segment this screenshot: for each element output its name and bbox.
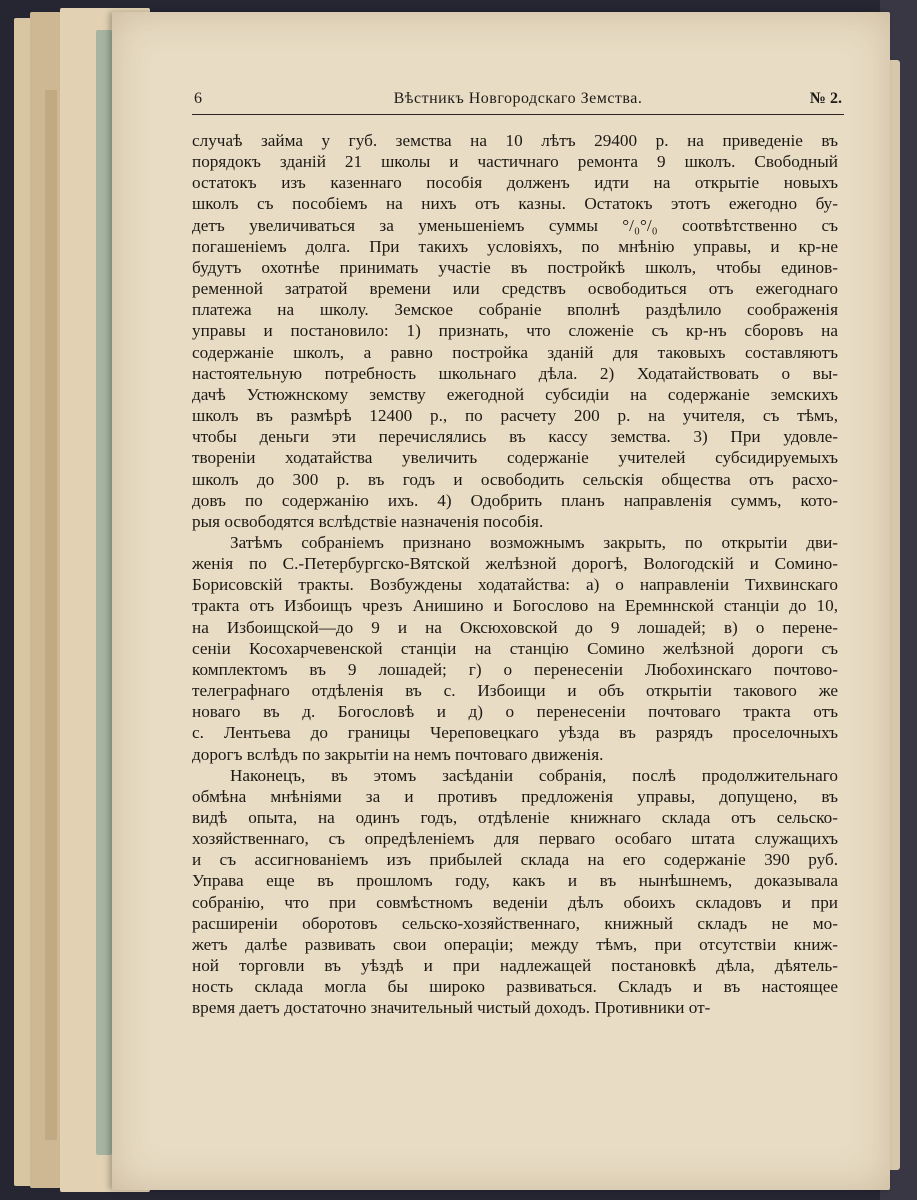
binding-strip (96, 30, 112, 1155)
text-line: чтобы деньги эти перечислялись въ кассу земства. 3) При удовле- (192, 427, 838, 447)
text-line: управы и постановило: 1) признать, что сложеніе съ кр-нъ сборовъ на (192, 321, 838, 341)
text-line: детъ увеличиваться за уменьшеніемъ суммы °/₀°/₀ соотвѣтственно съ (192, 215, 838, 235)
page-edge-shadow (45, 90, 57, 1140)
running-header (192, 88, 844, 115)
text-line: школъ въ размѣрѣ 12400 р., по расчету 200 р. на учителя, съ тѣмъ, (192, 406, 838, 426)
text-line: комплектомъ въ 9 лошадей; г) о перенесеніи Любохинскаго почтово- (192, 659, 838, 679)
text-line: обмѣна мнѣніями за и противъ предложенія управы, допущено, въ (192, 786, 838, 806)
text-line: и съ ассигнованіемъ изъ прибылей склада на его содержаніе 390 руб. (192, 850, 838, 870)
text-line: порядокъ зданій 21 школы и частичнаго ремонта 9 школъ. Свободный (192, 152, 838, 172)
text-line: содержаніе школъ, а равно постройка зданій для таковыхъ составляютъ (192, 342, 838, 362)
text-line: Борисовскій тракты. Возбуждены ходатайства: а) о направленіи Тихвинскаго (192, 575, 838, 595)
text-line: школъ съ пособіемъ на нихъ отъ казны. Остатокъ этотъ ежегодно бу- (192, 194, 838, 214)
text-line: телеграфнаго отдѣленія въ с. Избоищи и объ открытіи такового же (192, 681, 838, 701)
text-line: настоятельную потребность школьнаго дѣла. 2) Ходатайствовать о вы- (192, 363, 838, 383)
body-text (192, 130, 838, 1019)
text-line: тракта отъ Избоищъ чрезъ Анишино и Богослово на Еремннской станціи до 10, (192, 596, 838, 616)
text-line: Управа еще въ прошломъ году, какъ и въ нынѣшнемъ, доказывала (192, 871, 838, 891)
text-line: расширеніи оборотовъ сельско-хозяйственнаго, книжный складъ не мо- (192, 913, 838, 933)
text-line: остатокъ изъ казеннаго пособія долженъ идти на открытіе новыхъ (192, 173, 838, 193)
text-line: время даетъ достаточно значительный чистый доходъ. Противники от- (192, 998, 711, 1018)
text-line: случаѣ займа у губ. земства на 10 лѣтъ 29400 р. на приведеніе въ (192, 131, 838, 150)
text-line: школъ до 300 р. въ годъ и освободить сельскія общества отъ расхо- (192, 469, 838, 489)
paragraph (192, 130, 838, 532)
text-line: ность склада могла бы широко развиваться. Складъ и въ настоящее (192, 977, 838, 997)
text-line: сеніи Косохарчевенской станціи на станцію Сомино желѣзной дороги съ (192, 638, 838, 658)
text-line: собранію, что при совмѣстномъ веденіи дѣлъ обоихъ складовъ и при (192, 892, 838, 912)
text-line: будутъ охотнѣе принимать участіе въ постройкѣ школъ, чтобы единов- (192, 257, 838, 277)
text-line: с. Лентьева до границы Череповецкаго уѣзда въ разрядъ проселочныхъ (192, 723, 838, 743)
book-page (112, 12, 890, 1190)
text-line: довъ по содержанію ихъ. 4) Одобрить планъ направленія суммъ, кото- (192, 490, 838, 510)
text-line: платежа на школу. Земское собраніе вполнѣ раздѣлило соображенія (192, 300, 838, 320)
text-line: ременной затратой времени или средствъ освободиться отъ ежегоднаго (192, 279, 838, 299)
text-line: рыя освободятся вслѣдствіе назначенія пособія. (192, 511, 544, 531)
text-line: дачѣ Устюжнскому земству ежегодной субсидіи на содержаніе земскихъ (192, 384, 838, 404)
text-line: ной торговли въ уѣздѣ и при надлежащей постановкѣ дѣла, дѣятель- (192, 956, 838, 976)
text-line: погашеніемъ долга. При такихъ условіяхъ, по мнѣнію управы, и кр-не (192, 236, 838, 256)
page-number: 6 (194, 90, 202, 107)
text-line: новаго въ д. Богословѣ и д) о перенесеніи почтоваго тракта отъ (192, 702, 838, 722)
text-line: видѣ опыта, на одинъ годъ, отдѣленіе книжнаго склада отъ сельско- (192, 808, 838, 827)
text-line: Затѣмъ собраніемъ признано возможнымъ закрыть, по открытіи дви- (230, 532, 838, 552)
paragraph (192, 532, 838, 765)
text-line: дорогъ вслѣдъ по закрытіи на немъ почтоваго движенія. (192, 744, 604, 764)
journal-title: Вѣстникъ Новгородскаго Земства. (393, 90, 643, 107)
text-line: твореніи ходатайства увеличить содержаніе учителей субсидируемыхъ (192, 448, 838, 468)
text-line: жетъ далѣе развивать свои операціи; между тѣмъ, при отсутствіи книж- (192, 934, 838, 954)
text-line: хозяйственнаго, съ опредѣленіемъ для перваго особаго штата служащихъ (192, 829, 838, 849)
text-line: на Избоищской—до 9 и на Оксюховской до 9 лошадей; в) о перене- (192, 617, 838, 637)
issue-number: № 2. (809, 90, 842, 107)
text-line: женія по С.-Петербургско-Вятской желѣзной дорогѣ, Вологодскій и Сомино- (192, 554, 838, 574)
paragraph (192, 765, 838, 1019)
text-line: Наконецъ, въ этомъ засѣданіи собранія, послѣ продолжительнаго (230, 765, 838, 785)
